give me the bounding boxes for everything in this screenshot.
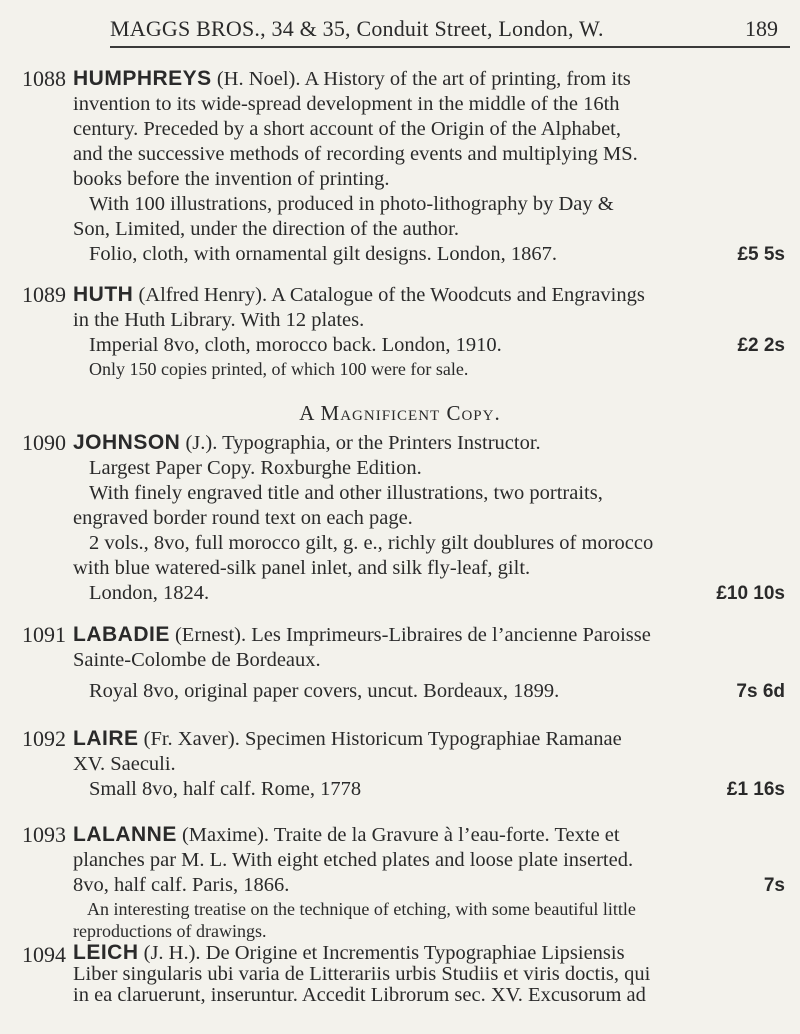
entry-author: HUMPHREYS bbox=[73, 67, 212, 90]
title-line: and the successive methods of recording events and multiplying MS. bbox=[73, 143, 638, 165]
title-line: books before the invention of printing. bbox=[73, 168, 390, 190]
title-line: Traite de la Gravure à l’eau-forte. Texte et bbox=[273, 824, 620, 846]
title-line: Les Imprimeurs-Libraires de l’ancienne Paroisse bbox=[251, 624, 651, 646]
author-detail: (Maxime). bbox=[181, 824, 270, 846]
description-line: With 100 illustrations, produced in photo-lithography by Day & bbox=[89, 193, 614, 215]
description-line: Son, Limited, under the direction of the author. bbox=[73, 218, 459, 240]
title-line: A History of the art of printing, from its bbox=[304, 68, 631, 90]
section-heading: A Magnificent Copy. bbox=[299, 401, 501, 425]
price: £2 2s bbox=[737, 335, 785, 356]
format-line: with blue watered-silk panel inlet, and silk fly-leaf, gilt. bbox=[73, 557, 531, 579]
note-line: Only 150 copies printed, of which 100 were for sale. bbox=[89, 359, 469, 379]
author-detail: (Ernest). bbox=[174, 624, 247, 646]
price: 7s bbox=[763, 875, 785, 896]
title-line: century. Preceded by a short account of the Origin of the Alphabet, bbox=[73, 118, 622, 140]
format-line: 2 vols., 8vo, full morocco gilt, g. e., richly gilt doublures of morocco bbox=[89, 532, 654, 554]
page-header bbox=[110, 8, 790, 52]
author-detail: (J. H.). bbox=[143, 942, 201, 964]
title-line: planches par M. L. With eight etched plates and loose plate inserted. bbox=[73, 849, 634, 871]
title-line: Specimen Historicum Typographiae Ramanae bbox=[244, 728, 622, 750]
price: £1 16s bbox=[726, 779, 785, 800]
author-detail: (J.). bbox=[185, 432, 218, 454]
entry-author: LABADIE bbox=[73, 623, 170, 646]
entry-author: LALANNE bbox=[73, 823, 177, 846]
title-line: Typographia, or the Printers Instructor. bbox=[222, 432, 541, 454]
entry-author: JOHNSON bbox=[73, 431, 181, 454]
description-line: With finely engraved title and other illustrations, two portraits, bbox=[89, 482, 603, 504]
page-number: 189 bbox=[745, 16, 778, 41]
entry-author: HUTH bbox=[73, 283, 134, 306]
description-line: engraved border round text on each page. bbox=[73, 507, 413, 529]
price: £10 10s bbox=[716, 583, 785, 604]
format-line: Royal 8vo, original paper covers, uncut. Bordeaux, 1899. bbox=[89, 680, 560, 702]
lot-number: 1089 bbox=[22, 282, 66, 307]
title-line: A Catalogue of the Woodcuts and Engravings bbox=[271, 284, 645, 306]
lot-number: 1092 bbox=[22, 726, 66, 751]
format-line: Small 8vo, half calf. Rome, 1778 bbox=[89, 778, 362, 800]
format-line: Folio, cloth, with ornamental gilt designs. London, 1867. bbox=[89, 243, 558, 265]
format-line: Imperial 8vo, cloth, morocco back. London, 1910. bbox=[89, 334, 502, 356]
note-line: An interesting treatise on the technique of etching, with some beautiful little bbox=[87, 899, 636, 919]
title-line: invention to its wide-spread development in the middle of the 16th bbox=[73, 93, 620, 115]
lot-number: 1088 bbox=[22, 66, 66, 91]
price: 7s 6d bbox=[736, 681, 785, 702]
lot-number: 1093 bbox=[22, 822, 66, 847]
title-line: Liber singularis ubi varia de Litterariis urbis Studiis et viris doctis, qui bbox=[73, 963, 651, 985]
author-detail: (Fr. Xaver). bbox=[143, 728, 240, 750]
lot-number: 1094 bbox=[22, 942, 66, 967]
author-detail: (H. Noel). bbox=[216, 68, 301, 90]
entry-author: LEICH bbox=[73, 941, 139, 964]
header-rule bbox=[110, 46, 790, 48]
author-detail: (Alfred Henry). bbox=[138, 284, 268, 306]
format-line: 8vo, half calf. Paris, 1866. bbox=[73, 874, 290, 896]
title-line: Largest Paper Copy. Roxburghe Edition. bbox=[89, 457, 422, 479]
entry-author: LAIRE bbox=[73, 727, 139, 750]
title-line: Sainte-Colombe de Bordeaux. bbox=[73, 649, 321, 671]
title-line: De Origine et Incrementis Typographiae Lipsiensis bbox=[205, 942, 625, 964]
title-line: in ea claruerunt, inseruntur. Accedit Librorum sec. XV. Excusorum ad bbox=[73, 984, 646, 1006]
title-line: in the Huth Library. With 12 plates. bbox=[73, 309, 365, 331]
price: £5 5s bbox=[737, 244, 785, 265]
running-title: MAGGS BROS., 34 & 35, Conduit Street, London, W. bbox=[110, 16, 604, 41]
note-line: reproductions of drawings. bbox=[73, 921, 267, 941]
lot-number: 1091 bbox=[22, 622, 66, 647]
title-line: XV. Saeculi. bbox=[73, 753, 176, 775]
format-line: London, 1824. bbox=[89, 582, 210, 604]
lot-number: 1090 bbox=[22, 430, 66, 455]
